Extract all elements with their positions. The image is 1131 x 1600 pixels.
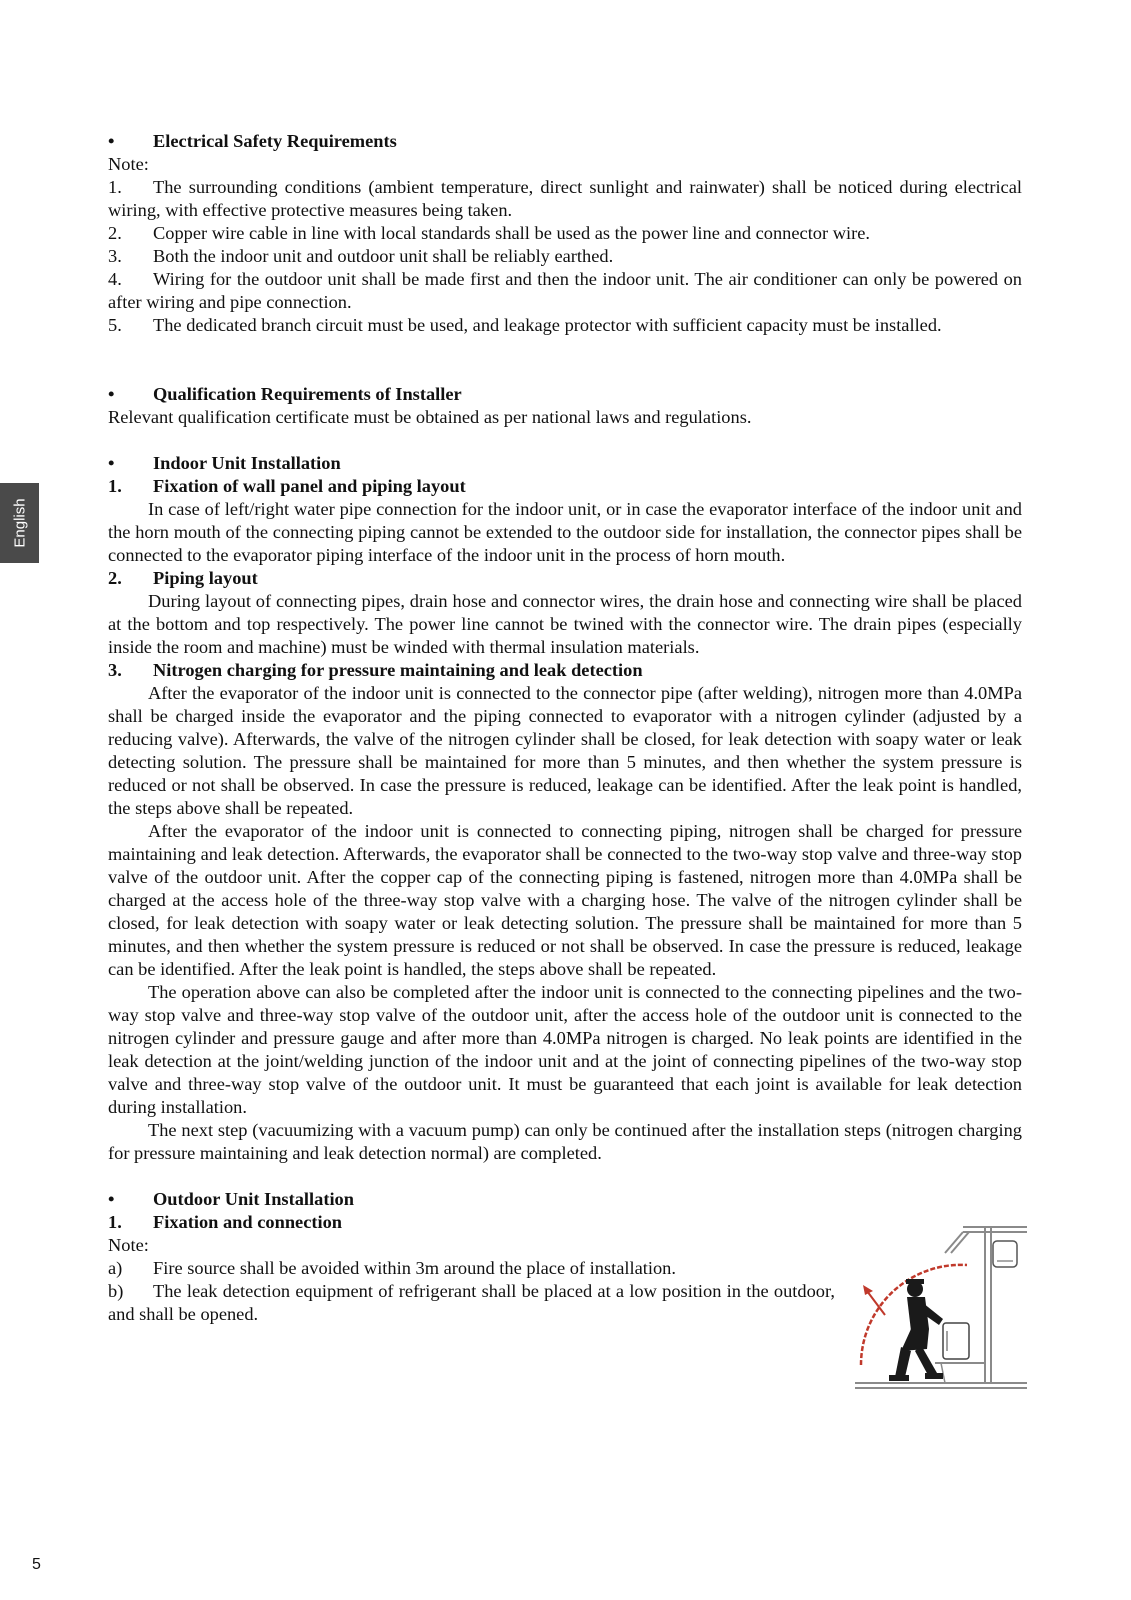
electrical-item-5 — [108, 314, 1022, 337]
outdoor-heading — [108, 1188, 1022, 1211]
qualification-heading-text: Qualification Requirements of Installer — [153, 384, 462, 404]
section-title: Fixation of wall panel and piping layout — [153, 476, 466, 496]
outdoor-note-label: Note: — [108, 1235, 149, 1255]
item-number: 4. — [108, 269, 122, 289]
item-text: The dedicated branch circuit must be used, and leakage protector with sufficient capacity must be installed. — [153, 315, 942, 335]
indoor-section-1-title — [108, 475, 1022, 498]
page-number: 5 — [32, 1556, 41, 1573]
item-text: The surrounding conditions (ambient temperature, direct sunlight and rainwater) shall be noticed during electrical wiring, with effective protective measures being taken. — [108, 177, 1022, 220]
bullet: • — [108, 384, 115, 404]
section-number: 3. — [108, 660, 122, 680]
section-number: 1. — [108, 476, 122, 496]
item-text: The leak detection equipment of refrigerant shall be placed at a low position in the outdoor, and shall be opened. — [108, 1281, 835, 1324]
installer-illustration — [855, 1225, 1027, 1397]
indoor-section-3-paragraph-3: The operation above can also be completed after the indoor unit is connected to the connecting pipelines and the two-way stop valve and three-way stop valve of the outdoor unit, after the access hole of the outdoor unit is connected to the nitrogen cylinder and pressure gauge and after more than 4.0MPa nitrogen is charged. No leak points are identified in the leak detection at the joint/welding junction of the indoor unit and at the joint of connecting pipelines of the two-way stop valve and three-way stop valve of the outdoor unit. It must be guaranteed that each joint is available for leak detection during installation. — [108, 982, 1022, 1117]
section-title: Piping layout — [153, 568, 258, 588]
section-number: 2. — [108, 568, 122, 588]
indoor-heading-text: Indoor Unit Installation — [153, 453, 341, 473]
item-text: Both the indoor unit and outdoor unit shall be reliably earthed. — [153, 246, 614, 266]
item-text: Copper wire cable in line with local standards shall be used as the power line and connector wire. — [153, 223, 871, 243]
indoor-heading — [108, 452, 1022, 475]
item-text: Wiring for the outdoor unit shall be made first and then the indoor unit. The air conditioner can only be powered on after wiring and pipe connection. — [108, 269, 1022, 312]
section-title: Nitrogen charging for pressure maintaining and leak detection — [153, 660, 643, 680]
bullet: • — [108, 453, 115, 473]
item-number: 3. — [108, 246, 122, 266]
item-number: 1. — [108, 177, 122, 197]
bullet: • — [108, 1189, 115, 1209]
electrical-heading — [108, 130, 1022, 153]
section-title: Fixation and connection — [153, 1212, 343, 1232]
electrical-item-2 — [108, 222, 1022, 245]
item-letter: b) — [108, 1281, 124, 1301]
electrical-note-label: Note: — [108, 154, 149, 174]
outdoor-heading-text: Outdoor Unit Installation — [153, 1189, 354, 1209]
item-number: 2. — [108, 223, 122, 243]
indoor-section-2-paragraph: During layout of connecting pipes, drain hose and connector wires, the drain hose and connecting wire shall be placed at the bottom and top respectively. The power line cannot be twined with the connector wire. The drain pipes (especially inside the room and machine) must be winded with thermal insulation materials. — [108, 591, 1022, 657]
item-text: Fire source shall be avoided within 3m around the place of installation. — [153, 1258, 676, 1278]
page-content — [108, 130, 1022, 1326]
indoor-section-3-title — [108, 659, 1022, 682]
bullet: • — [108, 131, 115, 151]
outdoor-item-b — [108, 1280, 835, 1326]
indoor-section-3-paragraph-1: After the evaporator of the indoor unit is connected to the connector pipe (after welding), nitrogen more than 4.0MPa shall be charged inside the evaporator and the piping connected to evaporator with a nitrogen cylinder (adjusted by a reducing valve). Afterwards, the valve of the nitrogen cylinder shall be closed, for leak detection with soapy water or leak detecting solution. The pressure shall be maintained for more than 5 minutes, and then whether the system pressure is reduced or not shall be observed. In case the pressure is reduced, leakage can be identified. After the leak point is handled, the steps above shall be repeated. — [108, 683, 1022, 818]
item-number: 5. — [108, 315, 122, 335]
indoor-section-3-paragraph-2: After the evaporator of the indoor unit is connected to connecting piping, nitrogen shall be charged for pressure maintaining and leak detection. Afterwards, the evaporator shall be connected to the two-way stop valve and three-way stop valve of the outdoor unit. After the copper cap of the connecting piping is fastened, nitrogen more than 4.0MPa shall be charged at the access hole of the three-way stop valve with a charging hose. The valve of the nitrogen cylinder shall be closed, for leak detection with soapy water or leak detecting solution. The pressure shall be maintained for more than 5 minutes, and then whether the system pressure is reduced or not shall be observed. In case the pressure is reduced, leakage can be identified. After the leak point is handled, the steps above shall be repeated. — [108, 821, 1022, 979]
item-letter: a) — [108, 1258, 123, 1278]
section-number: 1. — [108, 1212, 122, 1232]
indoor-section-3-paragraph-4: The next step (vacuumizing with a vacuum pump) can only be continued after the installation steps (nitrogen charging for pressure maintaining and leak detection normal) are completed. — [108, 1120, 1022, 1163]
electrical-item-1 — [108, 176, 1022, 222]
electrical-item-4 — [108, 268, 1022, 314]
electrical-item-3 — [108, 245, 1022, 268]
indoor-section-2-title — [108, 567, 1022, 590]
language-tab-label: English — [11, 498, 28, 548]
qualification-text: Relevant qualification certificate must be obtained as per national laws and regulations. — [108, 407, 752, 427]
outdoor-item-a — [108, 1257, 835, 1280]
indoor-section-1-paragraph: In case of left/right water pipe connection for the indoor unit, or in case the evaporator interface of the indoor unit and the horn mouth of the connecting piping cannot be extended to the outdoor side for installation, the connector pipes shall be connected to the evaporator piping interface of the indoor unit in the process of horn mouth. — [108, 499, 1022, 565]
qualification-heading — [108, 383, 1022, 406]
language-tab — [0, 483, 39, 563]
electrical-heading-text: Electrical Safety Requirements — [153, 131, 397, 151]
